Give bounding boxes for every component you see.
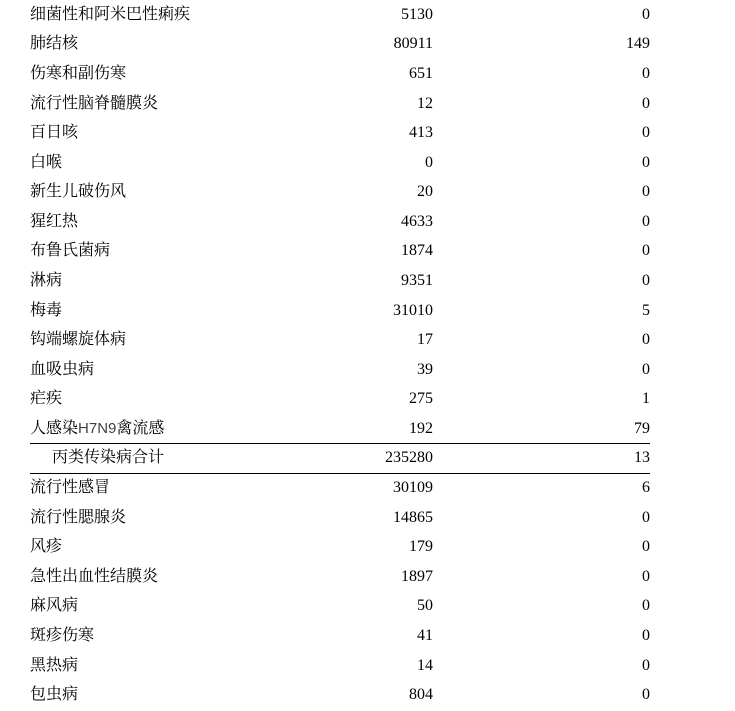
deaths-count-cell: 0 [642, 94, 650, 112]
disease-name-cell: 梅毒 [30, 301, 63, 319]
table-row [30, 473, 650, 503]
deaths-count-cell: 0 [642, 508, 650, 526]
disease-name-cell: 布鲁氏菌病 [30, 242, 111, 260]
table-row [30, 148, 650, 178]
cases-count-cell: 5130 [401, 5, 433, 23]
cases-count-cell: 275 [409, 390, 433, 408]
deaths-count-cell: 0 [642, 64, 650, 82]
deaths-count-cell: 0 [642, 124, 650, 142]
cases-count-cell: 413 [409, 124, 433, 142]
disease-name-cell: 流行性脑脊髓膜炎 [30, 94, 159, 112]
cases-count-cell: 235280 [280, 444, 433, 474]
table-row [30, 621, 650, 651]
deaths-count-cell: 5 [642, 301, 650, 319]
name-part: 禽流感 [116, 419, 165, 437]
cases-count-cell: 80911 [393, 35, 433, 53]
cases-count-cell: 651 [409, 64, 433, 82]
table-row [30, 237, 650, 267]
table-row [30, 414, 650, 444]
table-row [30, 385, 650, 415]
disease-table [30, 0, 650, 710]
summary-row [30, 444, 650, 474]
deaths-count-cell: 0 [642, 183, 650, 201]
cases-count-cell: 50 [417, 597, 433, 615]
table-row [30, 651, 650, 681]
deaths-count-cell: 0 [642, 360, 650, 378]
deaths-count-cell: 0 [642, 242, 650, 260]
deaths-count-cell: 0 [642, 153, 650, 171]
disease-name-cell: 钩端螺旋体病 [30, 331, 127, 349]
disease-name-cell: 细菌性和阿米巴性痢疾 [30, 5, 191, 23]
deaths-count-cell: 0 [642, 538, 650, 556]
table-row [30, 296, 650, 326]
disease-name-cell: 白喉 [30, 153, 63, 171]
deaths-count-cell: 0 [642, 626, 650, 644]
disease-name-cell: 新生儿破伤风 [30, 183, 127, 201]
table-row [30, 118, 650, 148]
deaths-count-cell: 6 [642, 479, 650, 497]
latin-subtype-text: H7N9 [78, 419, 117, 437]
cases-count-cell: 14 [417, 656, 433, 674]
disease-name-cell: 肺结核 [30, 35, 79, 53]
deaths-count-cell: 79 [634, 419, 650, 437]
cases-count-cell: 1874 [401, 242, 433, 260]
cases-count-cell: 4633 [401, 212, 433, 230]
disease-name-cell: 百日咳 [30, 124, 79, 142]
table-row [30, 592, 650, 622]
cases-count-cell: 20 [417, 183, 433, 201]
disease-name-cell: 流行性腮腺炎 [30, 508, 127, 526]
disease-name-cell: 淋病 [30, 271, 63, 289]
table-row [30, 177, 650, 207]
table-row [30, 503, 650, 533]
cases-count-cell: 39 [417, 360, 433, 378]
disease-name-cell: 麻风病 [30, 597, 79, 615]
cases-count-cell: 1897 [401, 567, 433, 585]
cases-count-cell: 30109 [393, 479, 433, 497]
cases-count-cell: 14865 [393, 508, 433, 526]
disease-name-cell: 血吸虫病 [30, 360, 95, 378]
table-row [30, 562, 650, 592]
table-row [30, 0, 650, 30]
disease-name-cell [30, 414, 280, 444]
cases-count-cell: 31010 [393, 301, 433, 319]
deaths-count-cell: 0 [642, 597, 650, 615]
name-part: 人感染 [30, 419, 79, 437]
deaths-count-cell: 0 [642, 686, 650, 704]
disease-name-cell: 疟疾 [30, 390, 63, 408]
cases-count-cell: 12 [417, 94, 433, 112]
disease-name-cell: 包虫病 [30, 686, 79, 704]
table-row [30, 207, 650, 237]
disease-table-body [30, 0, 650, 710]
disease-statistics-section [30, 0, 650, 710]
table-row [30, 532, 650, 562]
disease-name-cell: 急性出血性结膜炎 [30, 567, 159, 585]
deaths-count-cell: 0 [642, 5, 650, 23]
disease-name-cell: 风疹 [30, 538, 63, 556]
deaths-count-cell: 0 [642, 212, 650, 230]
cases-count-cell: 804 [409, 686, 433, 704]
table-row [30, 680, 650, 710]
deaths-count-cell: 0 [642, 271, 650, 289]
disease-name-cell: 丙类传染病合计 [30, 444, 280, 474]
deaths-count-cell: 0 [642, 656, 650, 674]
deaths-count-cell: 1 [642, 390, 650, 408]
disease-name-cell: 猩红热 [30, 212, 79, 230]
deaths-count-cell: 13 [433, 444, 650, 474]
disease-name-cell: 斑疹伤寒 [30, 626, 95, 644]
cases-count-cell: 0 [425, 153, 433, 171]
deaths-count-cell: 0 [642, 331, 650, 349]
table-row [30, 59, 650, 89]
disease-name-cell: 流行性感冒 [30, 479, 111, 497]
cases-count-cell: 192 [409, 419, 433, 437]
table-row [30, 325, 650, 355]
table-row [30, 89, 650, 119]
table-row [30, 355, 650, 385]
cases-count-cell: 179 [409, 538, 433, 556]
disease-name-cell: 伤寒和副伤寒 [30, 64, 127, 82]
cases-count-cell: 17 [417, 331, 433, 349]
deaths-count-cell: 149 [626, 35, 650, 53]
disease-name-cell: 黑热病 [30, 656, 79, 674]
table-row [30, 266, 650, 296]
cases-count-cell: 41 [417, 626, 433, 644]
table-row [30, 30, 650, 60]
cases-count-cell: 9351 [401, 271, 433, 289]
deaths-count-cell: 0 [642, 567, 650, 585]
